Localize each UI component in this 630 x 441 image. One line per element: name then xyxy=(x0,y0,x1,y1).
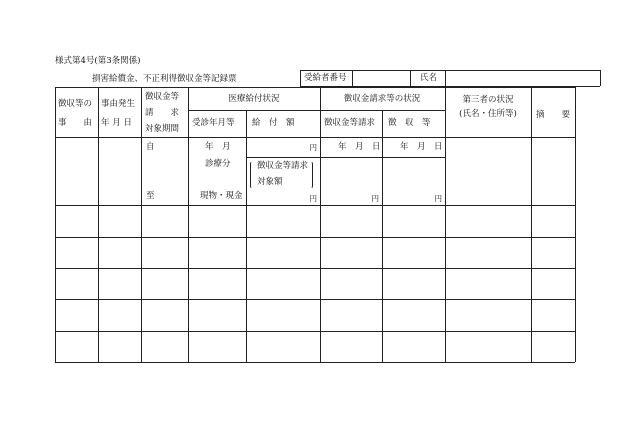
header-third-party-line1: 第三者の状況 xyxy=(462,95,514,105)
header-col1-line1: 徴収等の xyxy=(58,99,93,109)
row1-claim-yen: 円 xyxy=(371,194,379,203)
row1-from: 自 xyxy=(146,142,155,152)
row1-year-month: 年 月 xyxy=(205,142,231,152)
header-collection-sub1: 徴収金等請求 xyxy=(324,118,376,128)
header-col3-line1: 徴収金等 xyxy=(145,92,180,102)
row1-claim-date: 年 月 日 xyxy=(338,142,381,152)
header-col1-line2: 事 由 xyxy=(58,118,93,128)
row1-cash: 現物・現金 xyxy=(200,191,243,201)
row1-bracket-line1: 徴収金等請求 xyxy=(257,161,309,171)
row1-benefit-yen: 円 xyxy=(309,143,317,152)
row1-target-yen: 円 xyxy=(309,194,317,203)
row1-treatment: 診療分 xyxy=(205,159,231,169)
row1-bracket-line2: 対象額 xyxy=(257,177,283,187)
form-title: 損害給償金、不正利得徴収金等記録票 xyxy=(92,74,237,84)
header-medical-sub1: 受診年月等 xyxy=(192,118,235,128)
header-collection-sub2: 徴 収 等 xyxy=(388,118,431,128)
header-third-party-line2: (氏名・住所等) xyxy=(459,109,517,119)
name-label: 氏名 xyxy=(420,73,438,83)
header-remarks: 摘 要 xyxy=(535,110,571,120)
header-col3-line3: 対象期間 xyxy=(145,124,180,134)
form-id: 様式第4号(第3条関係) xyxy=(55,56,141,66)
row1-collection-yen: 円 xyxy=(434,194,442,203)
row1-collection-date: 年 月 日 xyxy=(400,142,443,152)
header-col3-line2: 請 求 xyxy=(145,108,180,118)
header-medical-sub2: 給 付 額 xyxy=(252,118,295,128)
header-col2-line1: 事由発生 xyxy=(101,99,136,109)
header-collection-group: 徴収金請求等の状況 xyxy=(343,94,421,104)
recipient-number-label: 受給者番号 xyxy=(304,73,347,83)
row1-to: 至 xyxy=(146,191,155,201)
header-medical-group: 医療給付状況 xyxy=(228,94,280,104)
header-col2-line2: 年 月 日 xyxy=(101,118,132,128)
